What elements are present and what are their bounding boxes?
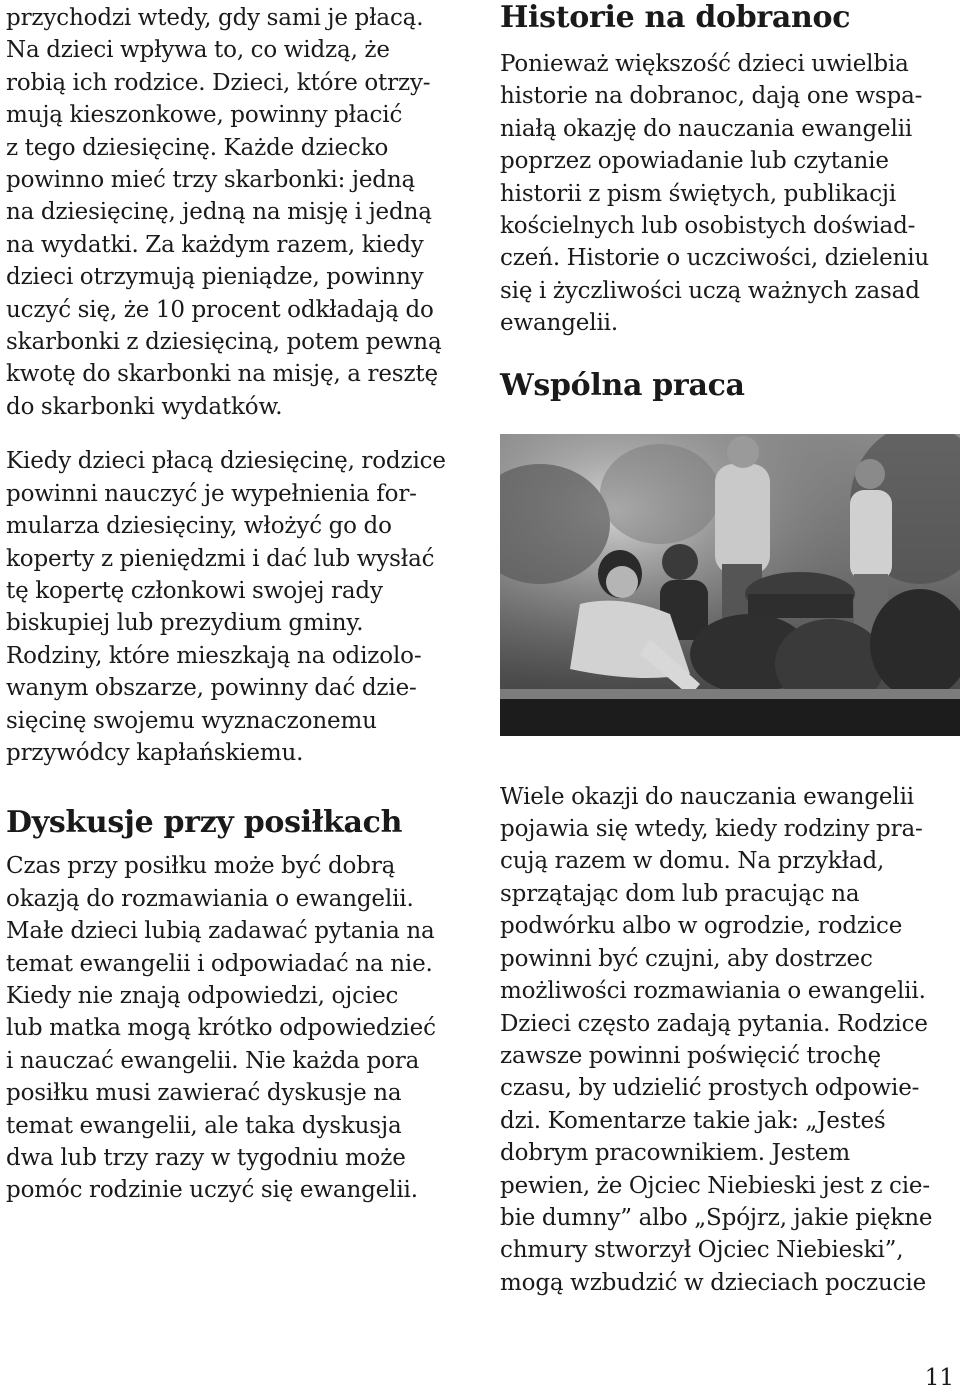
paragraph-tithing-envelope: Kiedy dzieci płacą dziesięcinę, rodzice powinni nauczyć je wypełnienia for- mularza dziesięciny, włożyć go do koperty z pieniędzmi i dać lub wysłać tę kopertę członkowi swojej rady biskupiej lub prezydium gminy. Rodziny, które mieszkają na odizolo- wanym obszarze, powinny dać dzie- sięcinę swojemu wyznaczonemu przywódcy kapłańskiemu.	[6, 448, 446, 766]
family-gardening-photo	[500, 434, 960, 736]
heading-mealtime-discussions: Dyskusje przy posiłkach	[6, 805, 403, 841]
paragraph-bedtime-stories: Ponieważ większość dzieci uwielbia historie na dobranoc, dają one wspa- niałą okazję do nauczania ewangelii poprzez opowiadanie lub czytanie historii z pism świętych, publikacji kościelnych lub osobistych doświad- czeń. Historie o uczciwości, dzieleniu się i życzliwości uczą ważnych zasad ewangelii.	[500, 51, 930, 337]
heading-working-together: Wspólna praca	[500, 367, 745, 403]
page-number: 11	[924, 1365, 954, 1391]
paragraph-mealtime: Czas przy posiłku może być dobrą okazją do rozmawiania o ewangelii. Małe dzieci lubią zadawać pytania na temat ewangelii i odpowiadać na nie. Kiedy nie znają odpowiedzi, ojciec lub matka mogą krótko odpowiedzieć i nauczać ewangelii. Nie każda pora posiłku musi zawierać dyskusje na temat ewangelii, ale taka dyskusja dwa lub trzy razy w tygodniu może pomóc rodzinie uczyć się ewangelii.	[6, 853, 436, 1204]
left-column	[6, 0, 468, 1207]
paragraph-working-together: Wiele okazji do nauczania ewangelii pojawia się wtedy, kiedy rodziny pra- cują razem w domu. Na przykład, sprzątając dom lub pracując na podwórku albo w ogrodzie, rodzice powinni być czujni, aby dostrzec możliwości rozmawiania o ewangelii. Dzieci często zadają pytania. Rodzice zawsze powinni poświęcić trochę czasu, by udzielić prostych odpowie- dzi. Komentarze takie jak: „Jesteś dobrym pracownikiem. Jestem pewien, że Ojciec Niebieski jest z cie- bie dumny” albo „Spójrz, jakie piękne chmury stworzył Ojciec Niebieski”, mogą wzbudzić w dzieciach poczucie	[500, 783, 933, 1296]
heading-bedtime-stories: Historie na dobranoc	[500, 0, 851, 35]
paragraph-tithing-habits: przychodzi wtedy, gdy sami je płacą. Na dzieci wpływa to, co widzą, że robią ich rodzice. Dzieci, które otrzy- mują kieszonkowe, powinny płacić z tego dziesięcinę. Każde dziecko powinno mieć trzy skarbonki: jedną na dziesięcinę, jedną na misję i jedną na wydatki. Za każdym razem, kiedy dzieci otrzymują pieniądze, powinny uczyć się, że 10 procent odkładają do skarbonki z dziesięciną, potem pewną kwotę do skarbonki na misję, a resztę do skarbonki wydatków.	[6, 5, 442, 420]
